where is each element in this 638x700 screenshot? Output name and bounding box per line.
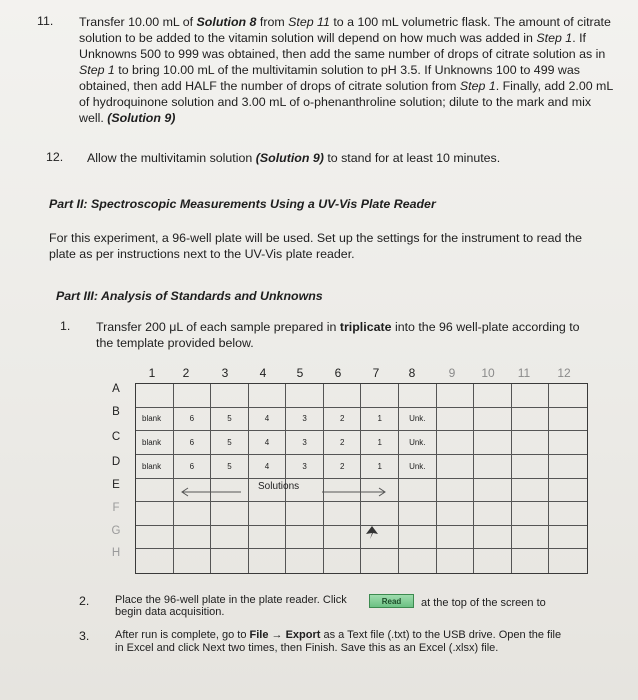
well-plate-grid	[135, 383, 588, 574]
well-A2	[174, 384, 212, 408]
well-G5	[286, 526, 324, 550]
well-A1	[136, 384, 174, 408]
well-G12	[549, 526, 587, 550]
mouse-cursor-icon	[366, 526, 378, 540]
well-E11	[512, 479, 550, 503]
plate-column-11: 11	[517, 366, 531, 380]
well-E12	[549, 479, 587, 503]
well-A12	[549, 384, 587, 408]
well-D12	[549, 455, 587, 479]
well-D10	[474, 455, 512, 479]
step-12-number: 12.	[46, 150, 64, 164]
well-F3	[211, 502, 249, 526]
well-G10	[474, 526, 512, 550]
plate-row-D: D	[111, 456, 121, 468]
plate-row-C: C	[111, 431, 121, 443]
well-D1: blank	[136, 455, 174, 479]
well-D4: 4	[249, 455, 287, 479]
well-C12	[549, 431, 587, 455]
well-A9	[437, 384, 475, 408]
plate-column-9: 9	[448, 366, 456, 380]
part-3-item-2-text-a: Place the 96-well plate in the plate reader. Click	[115, 594, 347, 606]
well-A5	[286, 384, 324, 408]
well-H6	[324, 549, 362, 573]
well-D11	[512, 455, 550, 479]
well-C4: 4	[249, 431, 287, 455]
well-G3	[211, 526, 249, 550]
arrow-right-icon	[321, 487, 387, 497]
well-C3: 5	[211, 431, 249, 455]
well-F2	[174, 502, 212, 526]
part-3-heading: Part III: Analysis of Standards and Unknowns	[56, 289, 323, 303]
well-D8: Unk.	[399, 455, 437, 479]
well-F4	[249, 502, 287, 526]
well-F7	[361, 502, 399, 526]
well-A10	[474, 384, 512, 408]
step-12-text: Allow the multivitamin solution (Solution 9) to stand for at least 10 minutes.	[87, 151, 501, 165]
well-C11	[512, 431, 550, 455]
well-D2: 6	[174, 455, 212, 479]
well-G2	[174, 526, 212, 550]
well-G9	[437, 526, 475, 550]
well-G1	[136, 526, 174, 550]
well-A6	[324, 384, 362, 408]
well-C5: 3	[286, 431, 324, 455]
well-F12	[549, 502, 587, 526]
well-B1: blank	[136, 408, 174, 432]
part-3-item-2-text-b: at the top of the screen to	[421, 597, 546, 609]
well-H1	[136, 549, 174, 573]
read-button[interactable]: Read	[369, 594, 414, 608]
part-3-item-1-number: 1.	[60, 319, 71, 333]
well-G11	[512, 526, 550, 550]
plate-column-5: 5	[296, 366, 304, 380]
part-2-heading: Part II: Spectroscopic Measurements Using a UV-Vis Plate Reader	[49, 197, 436, 211]
well-B7: 1	[361, 408, 399, 432]
well-C8: Unk.	[399, 431, 437, 455]
well-H7	[361, 549, 399, 573]
plate-row-F: F	[112, 502, 120, 514]
well-H2	[174, 549, 212, 573]
well-H8	[399, 549, 437, 573]
well-B3: 5	[211, 408, 249, 432]
well-B11	[512, 408, 550, 432]
well-F5	[286, 502, 324, 526]
well-B12	[549, 408, 587, 432]
plate-column-8: 8	[408, 366, 416, 380]
well-A3	[211, 384, 249, 408]
well-H11	[512, 549, 550, 573]
well-B5: 3	[286, 408, 324, 432]
well-G6	[324, 526, 362, 550]
part-3-item-2-text-c: begin data acquisition.	[115, 606, 225, 618]
plate-row-B: B	[112, 406, 120, 418]
well-D6: 2	[324, 455, 362, 479]
well-A8	[399, 384, 437, 408]
well-H12	[549, 549, 587, 573]
well-A4	[249, 384, 287, 408]
well-E10	[474, 479, 512, 503]
well-F11	[512, 502, 550, 526]
solutions-label: Solutions	[258, 481, 300, 492]
well-F6	[324, 502, 362, 526]
plate-column-2: 2	[182, 366, 190, 380]
part-3-item-2-number: 2.	[79, 594, 90, 608]
well-F9	[437, 502, 475, 526]
well-F10	[474, 502, 512, 526]
well-F1	[136, 502, 174, 526]
well-C7: 1	[361, 431, 399, 455]
well-C10	[474, 431, 512, 455]
well-B9	[437, 408, 475, 432]
plate-column-10: 10	[481, 366, 495, 380]
well-A7	[361, 384, 399, 408]
well-C2: 6	[174, 431, 212, 455]
step-11-number: 11.	[37, 14, 54, 28]
well-D9	[437, 455, 475, 479]
arrow-left-icon	[180, 487, 242, 497]
well-D7: 1	[361, 455, 399, 479]
plate-row-G: G	[111, 525, 121, 537]
well-B2: 6	[174, 408, 212, 432]
plate-column-4: 4	[259, 366, 267, 380]
well-B4: 4	[249, 408, 287, 432]
part-3-item-3-number: 3.	[79, 629, 90, 643]
well-E9	[437, 479, 475, 503]
well-H3	[211, 549, 249, 573]
well-G8	[399, 526, 437, 550]
step-11-text: Transfer 10.00 mL of Solution 8 from Step 11 to a 100 mL volumetric flask. The amount of citrate solution to be added to the vitamin solution will depend on how much was added in Step 1. If Unknowns 500 to 999 was obtained, then add the same number of drops of citrate solution as in Step 1 to bring 10.00 mL of the multivitamin solution to pH 3.5. If Unknowns 100 to 499 was obtained, then add HALF the number of drops of citrate solution from Step 1. Finally, add 2.00 mL of hydroquinone solution and 3.00 mL of o-phenanthroline solution; dilute to the mark and mix well. (Solution 9)	[79, 15, 613, 125]
well-E1	[136, 479, 174, 503]
plate-row-E: E	[112, 479, 120, 491]
well-E8	[399, 479, 437, 503]
part-3-item-3-text: After run is complete, go to File → Export as a Text file (.txt) to the USB drive. Open the file in Excel and click Next two times, then Finish. Save this as an Excel (.xlsx) file.	[115, 629, 562, 654]
well-C6: 2	[324, 431, 362, 455]
well-H10	[474, 549, 512, 573]
well-G4	[249, 526, 287, 550]
plate-row-H: H	[111, 547, 121, 559]
plate-row-A: A	[112, 383, 120, 395]
well-C1: blank	[136, 431, 174, 455]
plate-column-3: 3	[221, 366, 229, 380]
well-A11	[512, 384, 550, 408]
plate-column-12: 12	[557, 366, 571, 380]
plate-column-1: 1	[148, 366, 156, 380]
well-H5	[286, 549, 324, 573]
well-D3: 5	[211, 455, 249, 479]
plate-column-7: 7	[372, 366, 380, 380]
well-H4	[249, 549, 287, 573]
well-B8: Unk.	[399, 408, 437, 432]
part-2-body: For this experiment, a 96-well plate will be used. Set up the settings for the instrument to read the plate as per instructions next to the UV-Vis plate reader.	[49, 231, 583, 261]
part-3-item-1-text: Transfer 200 μL of each sample prepared in triplicate into the 96 well-plate according to the template provided below.	[96, 320, 580, 350]
well-H9	[437, 549, 475, 573]
well-B6: 2	[324, 408, 362, 432]
well-B10	[474, 408, 512, 432]
plate-column-6: 6	[334, 366, 342, 380]
well-D5: 3	[286, 455, 324, 479]
well-C9	[437, 431, 475, 455]
well-F8	[399, 502, 437, 526]
